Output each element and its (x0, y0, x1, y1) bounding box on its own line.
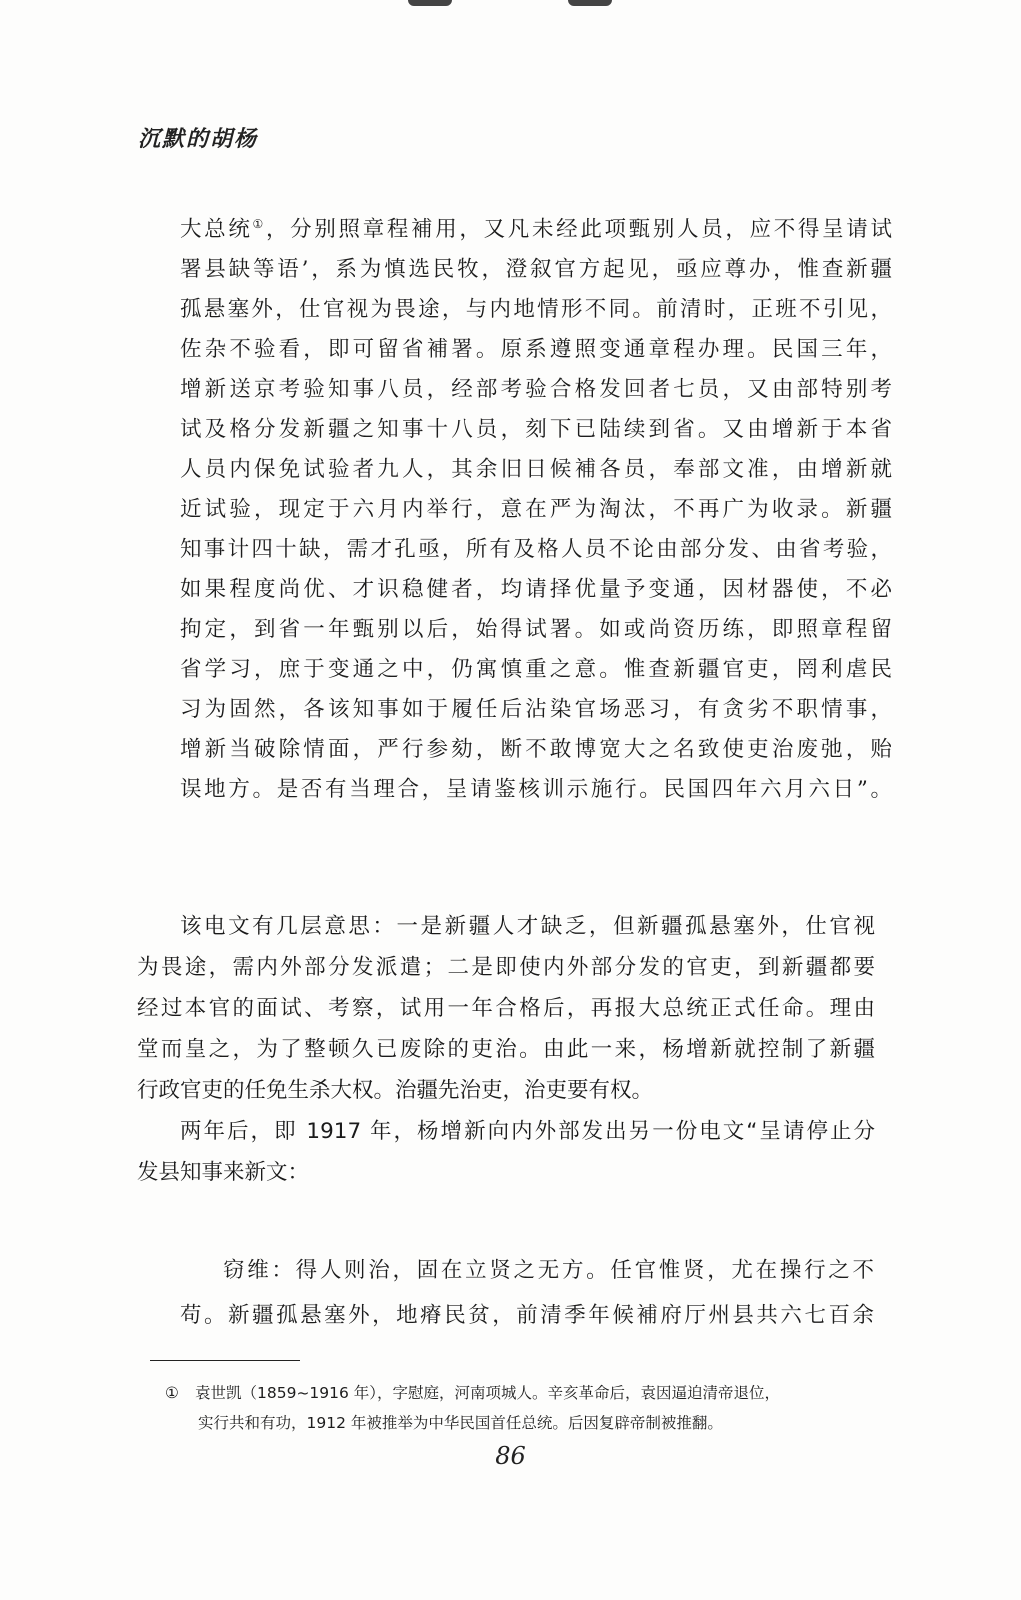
quote-line: 增新当破除情面，严行参劾，断不敢博宽大之名致使吏治废弛，贻 (180, 737, 892, 762)
quote-line: 大总统①，分别照章程補用，又凡未经此项甄别人员，应不得呈请试 (180, 216, 892, 242)
footnote (165, 1378, 885, 1438)
quote-line: 拘定，到省一年甄别以后，始得试署。如或尚资历练，即照章程留 (180, 617, 892, 642)
quote-line: 增新送京考验知事八员，经部考验合格发回者七员，又由部特别考 (180, 377, 892, 402)
body-line: 经过本官的面试、考察，试用一年合格后，再报大总统正式任命。理由 (137, 996, 875, 1021)
footnote-line: ① 袁世凯（1859~1916 年），字慰庭，河南项城人。辛亥革命后，袁因逼迫清帝退位， (165, 1378, 885, 1408)
quote-block-1 (180, 210, 892, 810)
top-edge-mark-left (408, 0, 452, 6)
footnote-line: 实行共和有功，1912 年被推举为中华民国首任总统。后因复辟帝制被推翻。 (198, 1414, 723, 1432)
footnote-divider (150, 1360, 300, 1361)
page-number: 86 (495, 1442, 526, 1470)
quote-line: 窃维：得人则治，固在立贤之无方。任官惟贤，尤在操行之不 (223, 1258, 874, 1283)
body-paragraph-2 (137, 1111, 875, 1193)
body-line: 发县知事来新文： (137, 1160, 310, 1185)
body-line: 两年后，即 1917 年，杨增新向内外部发出另一份电文“呈请停止分 (180, 1119, 875, 1144)
footnote-reference: ① (252, 216, 266, 231)
quote-block-2 (180, 1248, 874, 1338)
body-line: 为畏途，需内外部分发派遣；二是即使内外部分发的官吏，到新疆都要 (137, 955, 875, 980)
body-paragraph-1 (137, 906, 875, 1111)
quote-line: 近试验，现定于六月内举行，意在严为淘汰，不再广为收录。新疆 (180, 497, 892, 522)
body-line: 堂而皇之，为了整顿久已废除的吏治。由此一来，杨增新就控制了新疆 (137, 1037, 875, 1062)
quote-line: 知事计四十缺，需才孔亟，所有及格人员不论由部分发、由省考验， (180, 537, 892, 562)
quote-line: 误地方。是否有当理合，呈请鉴核训示施行。民国四年六月六日”。 (180, 777, 892, 802)
quote-line: 孤悬塞外，仕官视为畏途，与内地情形不同。前清时，正班不引见， (180, 297, 892, 322)
body-line: 行政官吏的任免生杀大权。治疆先治吏，治吏要有权。 (137, 1078, 654, 1103)
quote-line: 佐杂不验看，即可留省補署。原系遵照变通章程办理。民国三年， (180, 337, 892, 362)
quote-line: 如果程度尚优、才识稳健者，均请择优量予变通，因材器使，不必 (180, 577, 892, 602)
footnote-marker: ① (165, 1384, 179, 1402)
quote-line: 省学习，庶于变通之中，仍寓慎重之意。惟查新疆官吏，罔利虐民 (180, 657, 892, 682)
quote-line: 人员内保免试验者九人，其余旧日候補各员，奉部文准，由增新就 (180, 457, 892, 482)
running-title: 沉默的胡杨 (138, 126, 259, 152)
quote-line: 署县缺等语’，系为慎选民牧，澄叙官方起见，亟应尊办，惟查新疆 (180, 257, 892, 282)
quote-line: 习为固然，各该知事如于履任后沾染官场恶习，有贪劣不职情事， (180, 697, 892, 722)
quote-line: 试及格分发新疆之知事十八员，刻下已陆续到省。又由增新于本省 (180, 417, 892, 442)
body-line: 该电文有几层意思：一是新疆人才缺乏，但新疆孤悬塞外，仕官视 (180, 914, 875, 939)
quote-line: 苟。新疆孤悬塞外，地瘠民贫，前清季年候補府厅州县共六七百余 (180, 1303, 874, 1328)
top-edge-mark-right (568, 0, 612, 6)
